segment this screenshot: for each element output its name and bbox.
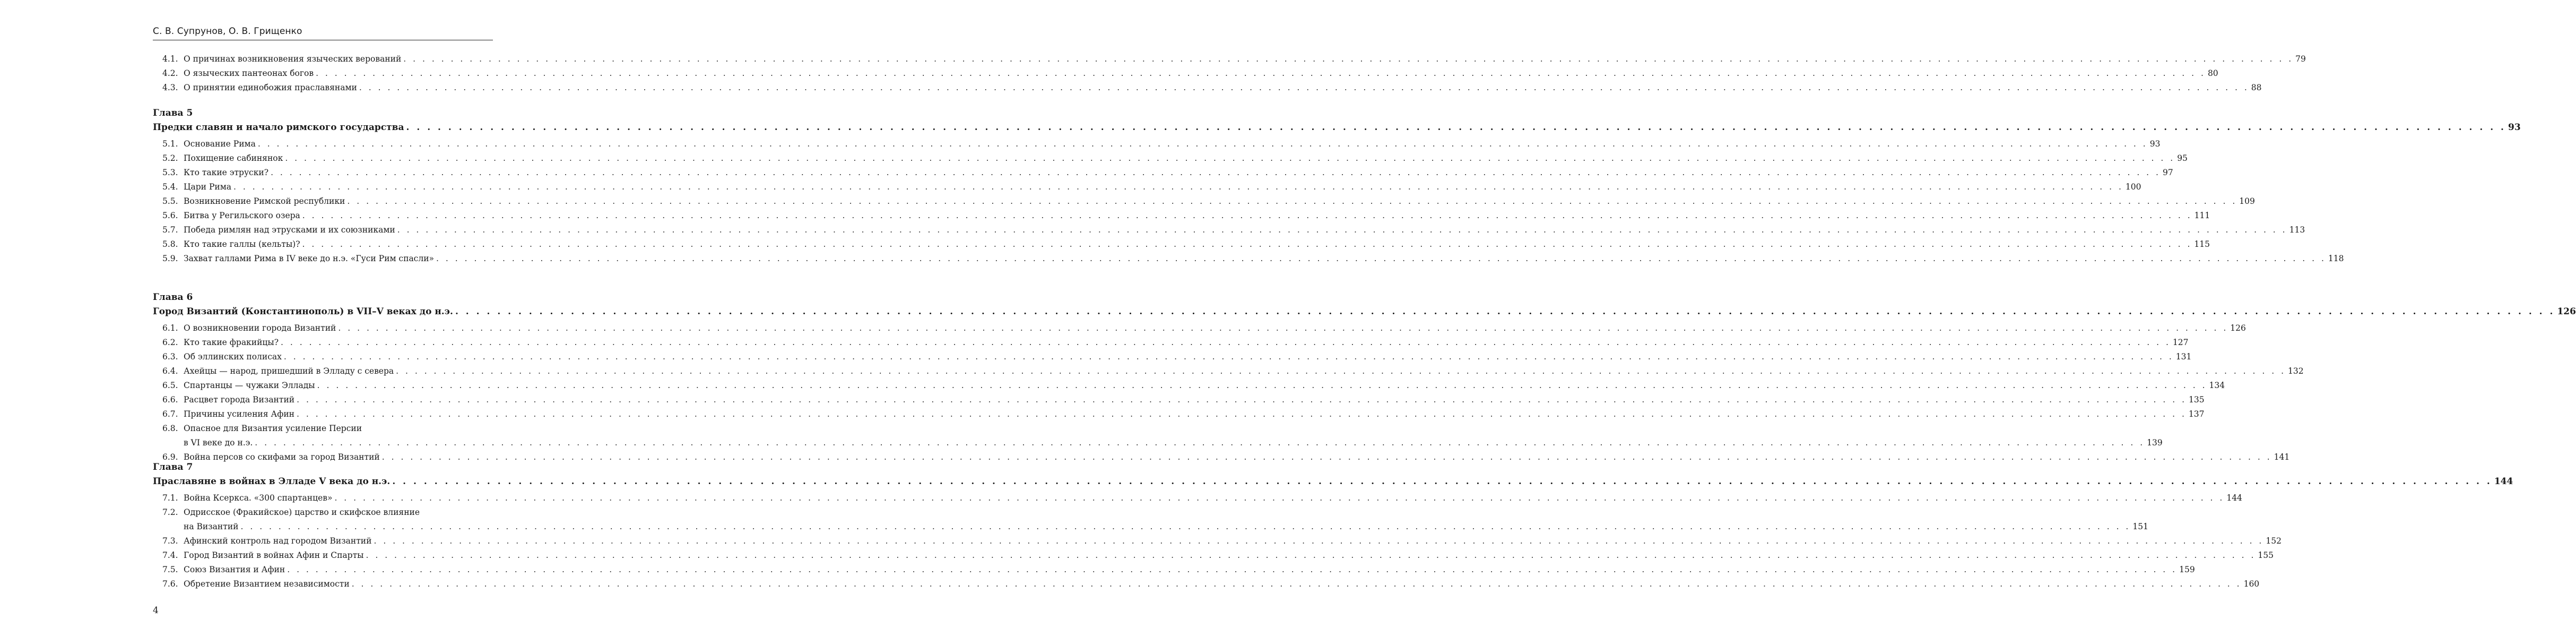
chapter-title[interactable] (153, 122, 2521, 133)
section-number: 5.7. (162, 225, 178, 235)
chapter-label: Глава 5 (153, 108, 193, 118)
toc-line (184, 167, 2173, 178)
section-title: Причины усиления Афин (184, 409, 294, 419)
section-page: 155 (2258, 550, 2274, 560)
dot-leader: . . . . . . . . . . . . . . . . . . . . . . . . . . . . . . . . . . . . . . . . . . . . . . . . . . . . . . . . . . . . . . . . . . . . . . . . . . . . . . . . . . . . . . . . . . . . . . . . . . . . . . . . . . . . . . . . . . . . . . . . . . . . . . . . . . . . . . . . . . . . . . . . . . . . . . . . . . . . . . . . . . . . . . . . . . . . . . . . . . . . . . . . . . . . . . . . . . . . . . . . (271, 168, 2161, 177)
toc-entry[interactable] (153, 194, 2255, 208)
dot-leader: . . . . . . . . . . . . . . . . . . . . . . . . . . . . . . . . . . . . . . . . . . . . . . . . . . . . . . . . . . . . . . . . . . . . . . . . . . . . . . . . . . . . . . . . . . . . . . . . . . . . . . . . . . . . . . . . . . . . . . . . . . . . . . . . . . . . . . . . . . . . . . . . . . . . . . . . . . . . . . . . . . . . . . . . . . . . . . . . . . . . . . . . . . . . . . . . . . . . . . . . (302, 211, 2192, 220)
section-number: 6.5. (162, 381, 178, 390)
section-page: 113 (2289, 225, 2305, 235)
section-title: Кто такие этруски? (184, 168, 269, 177)
section-title: Об эллинских полисах (184, 352, 282, 361)
toc-entry[interactable] (153, 335, 2189, 349)
section-title-line1: Опасное для Византия усиление Персии (184, 424, 362, 433)
section-page: 127 (2172, 338, 2189, 347)
dot-leader: . . . . . . . . . . . . . . . . . . . . . . . . . . . . . . . . . . . . . . . . . . . . . . . . . . . . . . . . . . . . . . . . . . . . . . . . . . . . . . . . . . . . . . . . . . . . . . . . . . . . . . . . . . . . . . . . . . . . . . . . . . . . . . . . . . . . . . . . . . . . . . . . . . . . . . . . . . . . . . . . . . . . . . . . . . . . . . . . . . . . . . . . . . . . . . . . . . . . . . . . (297, 409, 2187, 419)
section-page: 152 (2266, 536, 2282, 546)
chapter-title[interactable] (153, 476, 2513, 487)
dot-leader: . . . . . . . . . . . . . . . . . . . . . . . . . . . . . . . . . . . . . . . . . . . . . . . . . . . . . . . . . . . . . . . . . . . . . . . . . . . . . . . . . . . . . . . . . . . . . . . . . . . . . . . . . . . . . . . . . . . . . . . . . . . . . . . . . . . . . . . . . . . . . . . . . . . . . . . . . . . . . . . . . . . . . . . . . . . . . . . . . . . . . . . . . . . . . . . . . . . . . . . . (302, 239, 2192, 249)
dot-leader: . . . . . . . . . . . . . . . . . . . . . . . . . . . . . . . . . . . . . . . . . . . . . . . . . . . . . . . . . . . . . . . . . . . . . . . . . . . . . . . . . . . . . . . . . . . . . . . . . . . . . . . . . . . . . . . . . . . . . . . . . . . . . . . . . . . . . . . . . . . . . . . . . . . . . . . . . . . . . . . . . . . . . . . . . . . . . . . . . . . . . . . . . . . . . . . . . . . . . . . . (257, 139, 2148, 149)
section-number: 7.5. (162, 565, 178, 574)
section-number: 6.3. (162, 352, 178, 361)
toc-entry[interactable] (153, 576, 2260, 591)
section-number: 6.7. (162, 409, 178, 419)
toc-line (184, 579, 2260, 589)
toc-line (184, 409, 2205, 419)
toc-entry[interactable] (153, 364, 2304, 378)
section-page: 132 (2288, 366, 2304, 376)
section-number: 5.1. (162, 139, 178, 149)
toc-entry[interactable] (153, 208, 2210, 222)
section-number: 6.2. (162, 338, 178, 347)
dot-leader: . . . . . . . . . . . . . . . . . . . . . . . . . . . . . . . . . . . . . . . . . . . . . . . . . . . . . . . . . . . . . . . . . . . . . . . . . . . . . . . . . . . . . . . . . . . . . . . . . . . . . . . . . . . . . . . . . . . . . . . . . . . . . . . . . . . . . . . . . . . . . . . . . . . . . . . . . . . . . . . . . . . . . . . . . . . . . . . . . . . . . . . . . . . . . . . . . . . . . . . . (392, 476, 2492, 487)
chapter-page: 93 (2508, 122, 2521, 133)
toc-entry[interactable] (153, 421, 2163, 450)
toc-entry[interactable] (153, 222, 2305, 237)
section-page: 109 (2239, 196, 2255, 206)
toc-line (184, 253, 2344, 264)
section-number: 7.3. (162, 536, 178, 546)
section-title: Афинский контроль над городом Византий (184, 536, 372, 546)
toc-entry[interactable] (153, 349, 2192, 364)
toc-entry[interactable] (153, 66, 2218, 80)
toc-line (184, 82, 2262, 93)
toc-line (184, 153, 2188, 163)
section-page: 95 (2177, 153, 2188, 163)
section-page: 159 (2179, 565, 2195, 574)
dot-leader: . . . . . . . . . . . . . . . . . . . . . . . . . . . . . . . . . . . . . . . . . . . . . . . . . . . . . . . . . . . . . . . . . . . . . . . . . . . . . . . . . . . . . . . . . . . . . . . . . . . . . . . . . . . . . . . . . . . . . . . . . . . . . . . . . . . . . . . . . . . . . . . . . . . . . . . . . . . . . . . . . . . . . . . . . . . . . . . . . . . . . . . . . . . . . . . . . . . . . . . . (283, 352, 2174, 361)
dot-leader: . . . . . . . . . . . . . . . . . . . . . . . . . . . . . . . . . . . . . . . . . . . . . . . . . . . . . . . . . . . . . . . . . . . . . . . . . . . . . . . . . . . . . . . . . . . . . . . . . . . . . . . . . . . . . . . . . . . . . . . . . . . . . . . . . . . . . . . . . . . . . . . . . . . . . . . . . . . . . . . . . . . . . . . . . . . . . . . . . . . . . . . . . . . . . . . . . . . . . . . . (381, 452, 2272, 462)
section-page: 134 (2209, 381, 2225, 390)
dot-leader: . . . . . . . . . . . . . . . . . . . . . . . . . . . . . . . . . . . . . . . . . . . . . . . . . . . . . . . . . . . . . . . . . . . . . . . . . . . . . . . . . . . . . . . . . . . . . . . . . . . . . . . . . . . . . . . . . . . . . . . . . . . . . . . . . . . . . . . . . . . . . . . . . . . . . . . . . . . . . . . . . . . . . . . . . . . . . . . . . . . . . . . . . . . . . . . . . . . . . . . . (347, 196, 2237, 206)
section-title: Похищение сабинянок (184, 153, 283, 163)
chapter-label: Глава 7 (153, 462, 193, 472)
section-page: 100 (2125, 182, 2141, 192)
section-number: 7.1. (162, 493, 178, 503)
dot-leader: . . . . . . . . . . . . . . . . . . . . . . . . . . . . . . . . . . . . . . . . . . . . . . . . . . . . . . . . . . . . . . . . . . . . . . . . . . . . . . . . . . . . . . . . . . . . . . . . . . . . . . . . . . . . . . . . . . . . . . . . . . . . . . . . . . . . . . . . . . . . . . . . . . . . . . . . . . . . . . . . . . . . . . . . . . . . . . . . . . . . . . . . . . . . . . . . . . . . . . . . (297, 395, 2187, 404)
section-page: 131 (2175, 352, 2192, 361)
section-page: 80 (2207, 68, 2218, 78)
page-number: 4 (153, 605, 159, 616)
dot-leader: . . . . . . . . . . . . . . . . . . . . . . . . . . . . . . . . . . . . . . . . . . . . . . . . . . . . . . . . . . . . . . . . . . . . . . . . . . . . . . . . . . . . . . . . . . . . . . . . . . . . . . . . . . . . . . . . . . . . . . . . . . . . . . . . . . . . . . . . . . . . . . . . . . . . . . . . . . . . . . . . . . . . . . . . . . . . . . . . . . . . . . . . . . . . . . . . . . . . . . . . (287, 565, 2178, 574)
section-page: 88 (2251, 83, 2262, 92)
toc-line (184, 452, 2290, 462)
dot-leader: . . . . . . . . . . . . . . . . . . . . . . . . . . . . . . . . . . . . . . . . . . . . . . . . . . . . . . . . . . . . . . . . . . . . . . . . . . . . . . . . . . . . . . . . . . . . . . . . . . . . . . . . . . . . . . . . . . . . . . . . . . . . . . . . . . . . . . . . . . . . . . . . . . . . . . . . . . . . . . . . . . . . . . . . . . . . . . . . . . . . . . . . . . . . . . . . . . . . . . . . (233, 182, 2123, 192)
chapter-page: 144 (2494, 476, 2513, 487)
dot-leader: . . . . . . . . . . . . . . . . . . . . . . . . . . . . . . . . . . . . . . . . . . . . . . . . . . . . . . . . . . . . . . . . . . . . . . . . . . . . . . . . . . . . . . . . . . . . . . . . . . . . . . . . . . . . . . . . . . . . . . . . . . . . . . . . . . . . . . . . . . . . . . . . . . . . . . . . . . . . . . . . . . . . . . . . . . . . . . . . . . . . . . . . . . . . . . . . . . . . . . . . (317, 381, 2207, 390)
section-title: О причинах возникновения языческих верований (184, 54, 402, 64)
dot-leader: . . . . . . . . . . . . . . . . . . . . . . . . . . . . . . . . . . . . . . . . . . . . . . . . . . . . . . . . . . . . . . . . . . . . . . . . . . . . . . . . . . . . . . . . . . . . . . . . . . . . . . . . . . . . . . . . . . . . . . . . . . . . . . . . . . . . . . . . . . . . . . . . . . . . . . . . . . . . . . . . . . . . . . . . . . . . . . . . . . . . . . . . . . . . . . . . . . . . . . . . (240, 522, 2131, 531)
toc-entry[interactable] (153, 237, 2210, 251)
toc-line (184, 493, 2242, 503)
running-header: С. В. Супрунов, О. В. Грищенко (153, 26, 302, 37)
toc-entry[interactable] (153, 179, 2141, 194)
section-page: 141 (2274, 452, 2290, 462)
dot-leader: . . . . . . . . . . . . . . . . . . . . . . . . . . . . . . . . . . . . . . . . . . . . . . . . . . . . . . . . . . . . . . . . . . . . . . . . . . . . . . . . . . . . . . . . . . . . . . . . . . . . . . . . . . . . . . . . . . . . . . . . . . . . . . . . . . . . . . . . . . . . . . . . . . . . . . . . . . . . . . . . . . . . . . . . . . . . . . . . . . . . . . . . . . . . . . . . . . . . . . . . (281, 338, 2171, 347)
dot-leader: . . . . . . . . . . . . . . . . . . . . . . . . . . . . . . . . . . . . . . . . . . . . . . . . . . . . . . . . . . . . . . . . . . . . . . . . . . . . . . . . . . . . . . . . . . . . . . . . . . . . . . . . . . . . . . . . . . . . . . . . . . . . . . . . . . . . . . . . . . . . . . . . . . . . . . . . . . . . . . . . . . . . . . . . . . . . . . . . . . . . . . . . . . . . . . . . . . . . . . . . (374, 536, 2264, 546)
toc-entry[interactable] (153, 505, 2148, 533)
toc-line (184, 564, 2195, 575)
section-number: 6.1. (162, 323, 178, 333)
section-page: 115 (2194, 239, 2210, 249)
section-number: 5.2. (162, 153, 178, 163)
section-page: 126 (2230, 323, 2246, 333)
toc-line (184, 337, 2189, 348)
toc-entry[interactable] (153, 378, 2225, 392)
dot-leader: . . . . . . . . . . . . . . . . . . . . . . . . . . . . . . . . . . . . . . . . . . . . . . . . . . . . . . . . . . . . . . . . . . . . . . . . . . . . . . . . . . . . . . . . . . . . . . . . . . . . . . . . . . . . . . . . . . . . . . . . . . . . . . . . . . . . . . . . . . . . . . . . . . . . . . . . . . . . . . . . . . . . . . . . . . . . . . . . . . . . . . . . . . . . . . . . . . . . . . . . (316, 68, 2206, 78)
section-page: 118 (2328, 254, 2344, 263)
section-title: Битва у Регильского озера (184, 211, 300, 220)
dot-leader: . . . . . . . . . . . . . . . . . . . . . . . . . . . . . . . . . . . . . . . . . . . . . . . . . . . . . . . . . . . . . . . . . . . . . . . . . . . . . . . . . . . . . . . . . . . . . . . . . . . . . . . . . . . . . . . . . . . . . . . . . . . . . . . . . . . . . . . . . . . . . . . . . . . . . . . . . . . . . . . . . . . . . . . . . . . . . . . . . . . . . . . . . . . . . . . . . . . . . . . . (455, 306, 2555, 317)
toc-entry[interactable] (153, 136, 2161, 151)
section-title: О возникновении города Византий (184, 323, 336, 333)
toc-entry[interactable] (153, 407, 2205, 421)
section-page: 79 (2295, 54, 2306, 64)
dot-leader: . . . . . . . . . . . . . . . . . . . . . . . . . . . . . . . . . . . . . . . . . . . . . . . . . . . . . . . . . . . . . . . . . . . . . . . . . . . . . . . . . . . . . . . . . . . . . . . . . . . . . . . . . . . . . . . . . . . . . . . . . . . . . . . . . . . . . . . . . . . . . . . . . . . . . . . . . . . . . . . . . . . . . . . . . . . . . . . . . . . . . . . . . . . . . . . . . . . . . . . . (406, 122, 2506, 133)
dot-leader: . . . . . . . . . . . . . . . . . . . . . . . . . . . . . . . . . . . . . . . . . . . . . . . . . . . . . . . . . . . . . . . . . . . . . . . . . . . . . . . . . . . . . . . . . . . . . . . . . . . . . . . . . . . . . . . . . . . . . . . . . . . . . . . . . . . . . . . . . . . . . . . . . . . . . . . . . . . . . . . . . . . . . . . . . . . . . . . . . . . . . . . . . . . . . . . . . . . . . . . . (285, 153, 2175, 163)
section-number: 5.5. (162, 196, 178, 206)
toc-line (184, 394, 2205, 405)
section-title: О принятии единобожия праславянами (184, 83, 357, 92)
section-page: 93 (2149, 139, 2161, 149)
section-number: 7.6. (162, 579, 178, 589)
section-number: 5.3. (162, 168, 178, 177)
section-number: 6.9. (162, 452, 178, 462)
dot-leader: . . . . . . . . . . . . . . . . . . . . . . . . . . . . . . . . . . . . . . . . . . . . . . . . . . . . . . . . . . . . . . . . . . . . . . . . . . . . . . . . . . . . . . . . . . . . . . . . . . . . . . . . . . . . . . . . . . . . . . . . . . . . . . . . . . . . . . . . . . . . . . . . . . . . . . . . . . . . . . . . . . . . . . . . . . . . . . . . . . . . . . . . . . . . . . . . . . . . . . . . (255, 438, 2145, 447)
dot-leader: . . . . . . . . . . . . . . . . . . . . . . . . . . . . . . . . . . . . . . . . . . . . . . . . . . . . . . . . . . . . . . . . . . . . . . . . . . . . . . . . . . . . . . . . . . . . . . . . . . . . . . . . . . . . . . . . . . . . . . . . . . . . . . . . . . . . . . . . . . . . . . . . . . . . . . . . . . . . . . . . . . . . . . . . . . . . . . . . . . . . . . . . . . . . . . . . . . . . . . . . (334, 493, 2225, 503)
dot-leader: . . . . . . . . . . . . . . . . . . . . . . . . . . . . . . . . . . . . . . . . . . . . . . . . . . . . . . . . . . . . . . . . . . . . . . . . . . . . . . . . . . . . . . . . . . . . . . . . . . . . . . . . . . . . . . . . . . . . . . . . . . . . . . . . . . . . . . . . . . . . . . . . . . . . . . . . . . . . . . . . . . . . . . . . . . . . . . . . . . . . . . . . . . . . . . . . . . . . . . . . (403, 54, 2294, 64)
toc-entry[interactable] (153, 533, 2282, 548)
section-title: Расцвет города Византий (184, 395, 295, 404)
chapter-page: 126 (2557, 306, 2576, 317)
section-number: 5.4. (162, 182, 178, 192)
toc-entry[interactable] (153, 392, 2205, 407)
section-title: Кто такие фракийцы? (184, 338, 279, 347)
dot-leader: . . . . . . . . . . . . . . . . . . . . . . . . . . . . . . . . . . . . . . . . . . . . . . . . . . . . . . . . . . . . . . . . . . . . . . . . . . . . . . . . . . . . . . . . . . . . . . . . . . . . . . . . . . . . . . . . . . . . . . . . . . . . . . . . . . . . . . . . . . . . . . . . . . . . . . . . . . . . . . . . . . . . . . . . . . . . . . . . . . . . . . . . . . . . . . . . . . . . . . . . (397, 225, 2287, 235)
section-page: 160 (2243, 579, 2260, 589)
toc-entry[interactable] (153, 151, 2188, 165)
toc-line (184, 54, 2306, 64)
section-number: 6.4. (162, 366, 178, 376)
section-title: Война персов со скифами за город Византий (184, 452, 380, 462)
section-page: 135 (2189, 395, 2205, 404)
toc-line (184, 225, 2305, 235)
toc-entry[interactable] (153, 80, 2262, 94)
section-title: Захват галлами Рима в IV веке до н.э. «Гуси Рим спасли» (184, 254, 435, 263)
section-title-line1: Одрисское (Фракийское) царство и скифское влияние (184, 507, 420, 517)
toc-line (184, 182, 2141, 192)
toc-line (184, 366, 2304, 376)
section-title: Возникновение Римской республики (184, 196, 345, 206)
dot-leader: . . . . . . . . . . . . . . . . . . . . . . . . . . . . . . . . . . . . . . . . . . . . . . . . . . . . . . . . . . . . . . . . . . . . . . . . . . . . . . . . . . . . . . . . . . . . . . . . . . . . . . . . . . . . . . . . . . . . . . . . . . . . . . . . . . . . . . . . . . . . . . . . . . . . . . . . . . . . . . . . . . . . . . . . . . . . . . . . . . . . . . . . . . . . . . . . . . . . . . . . (366, 550, 2256, 560)
dot-leader: . . . . . . . . . . . . . . . . . . . . . . . . . . . . . . . . . . . . . . . . . . . . . . . . . . . . . . . . . . . . . . . . . . . . . . . . . . . . . . . . . . . . . . . . . . . . . . . . . . . . . . . . . . . . . . . . . . . . . . . . . . . . . . . . . . . . . . . . . . . . . . . . . . . . . . . . . . . . . . . . . . . . . . . . . . . . . . . . . . . . . . . . . . . . . . . . . . . . . . . . (396, 366, 2286, 376)
section-title: Спартанцы — чужаки Эллады (184, 381, 315, 390)
chapter-title[interactable] (153, 306, 2576, 317)
toc-entry[interactable] (153, 165, 2173, 179)
section-page: 144 (2226, 493, 2242, 503)
section-number: 5.9. (162, 254, 178, 263)
toc-line (184, 210, 2210, 221)
toc-line (184, 196, 2255, 206)
dot-leader: . . . . . . . . . . . . . . . . . . . . . . . . . . . . . . . . . . . . . . . . . . . . . . . . . . . . . . . . . . . . . . . . . . . . . . . . . . . . . . . . . . . . . . . . . . . . . . . . . . . . . . . . . . . . . . . . . . . . . . . . . . . . . . . . . . . . . . . . . . . . . . . . . . . . . . . . . . . . . . . . . . . . . . . . . . . . . . . . . . . . . . . . . . . . . . . . . . . . . . . . (436, 254, 2326, 263)
section-title: Основание Рима (184, 139, 256, 149)
chapter-title-text: Праславяне в войнах в Элладе V века до н.э. (153, 476, 391, 487)
section-title: Ахейцы — народ, пришедший в Элладу с севера (184, 366, 394, 376)
toc-entry[interactable] (153, 548, 2274, 562)
section-title: Обретение Византием независимости (184, 579, 350, 589)
section-number: 6.6. (162, 395, 178, 404)
section-title: Кто такие галлы (кельты)? (184, 239, 300, 249)
toc-entry[interactable] (153, 490, 2242, 505)
section-title: Победа римлян над этрусками и их союзниками (184, 225, 395, 235)
section-number: 5.8. (162, 239, 178, 249)
section-number: 4.1. (162, 54, 178, 64)
section-page: 111 (2194, 211, 2210, 220)
section-title: Война Ксеркса. «300 спартанцев» (184, 493, 333, 503)
section-number: 5.6. (162, 211, 178, 220)
toc-line (184, 521, 2148, 532)
section-title: Союз Византия и Афин (184, 565, 285, 574)
toc-line (184, 536, 2282, 546)
section-title: в VI веке до н.э. (184, 438, 253, 447)
section-page: 139 (2147, 438, 2163, 447)
section-page: 151 (2132, 522, 2148, 531)
section-number: 4.2. (162, 68, 178, 78)
section-number: 7.2. (162, 507, 178, 517)
toc-entry[interactable] (153, 51, 2306, 66)
toc-line (184, 437, 2163, 448)
section-title: Город Византий в войнах Афин и Спарты (184, 550, 364, 560)
section-page: 97 (2162, 168, 2173, 177)
section-page: 137 (2188, 409, 2205, 419)
toc-line (184, 351, 2192, 362)
section-title: на Византий (184, 522, 239, 531)
toc-entry[interactable] (153, 321, 2246, 335)
dot-leader: . . . . . . . . . . . . . . . . . . . . . . . . . . . . . . . . . . . . . . . . . . . . . . . . . . . . . . . . . . . . . . . . . . . . . . . . . . . . . . . . . . . . . . . . . . . . . . . . . . . . . . . . . . . . . . . . . . . . . . . . . . . . . . . . . . . . . . . . . . . . . . . . . . . . . . . . . . . . . . . . . . . . . . . . . . . . . . . . . . . . . . . . . . . . . . . . . . . . . . . . (351, 579, 2242, 589)
section-title: О языческих пантеонах богов (184, 68, 314, 78)
toc-entry[interactable] (153, 251, 2344, 265)
toc-line (184, 380, 2225, 391)
section-number: 4.3. (162, 83, 178, 92)
chapter-title-text: Предки славян и начало римского государства (153, 122, 404, 133)
toc-line (184, 550, 2274, 561)
toc-entry[interactable] (153, 562, 2195, 576)
dot-leader: . . . . . . . . . . . . . . . . . . . . . . . . . . . . . . . . . . . . . . . . . . . . . . . . . . . . . . . . . . . . . . . . . . . . . . . . . . . . . . . . . . . . . . . . . . . . . . . . . . . . . . . . . . . . . . . . . . . . . . . . . . . . . . . . . . . . . . . . . . . . . . . . . . . . . . . . . . . . . . . . . . . . . . . . . . . . . . . . . . . . . . . . . . . . . . . . . . . . . . . . (359, 83, 2249, 92)
toc-line (184, 239, 2210, 249)
section-number: 6.8. (162, 424, 178, 433)
dot-leader: . . . . . . . . . . . . . . . . . . . . . . . . . . . . . . . . . . . . . . . . . . . . . . . . . . . . . . . . . . . . . . . . . . . . . . . . . . . . . . . . . . . . . . . . . . . . . . . . . . . . . . . . . . . . . . . . . . . . . . . . . . . . . . . . . . . . . . . . . . . . . . . . . . . . . . . . . . . . . . . . . . . . . . . . . . . . . . . . . . . . . . . . . . . . . . . . . . . . . . . . (338, 323, 2228, 333)
toc-line (184, 323, 2246, 333)
section-number: 7.4. (162, 550, 178, 560)
section-title: Цари Рима (184, 182, 231, 192)
toc-line (184, 139, 2161, 149)
chapter-title-text: Город Византий (Константинополь) в VII–V веках до н.э. (153, 306, 453, 317)
toc-line (184, 68, 2218, 79)
chapter-label: Глава 6 (153, 292, 193, 303)
